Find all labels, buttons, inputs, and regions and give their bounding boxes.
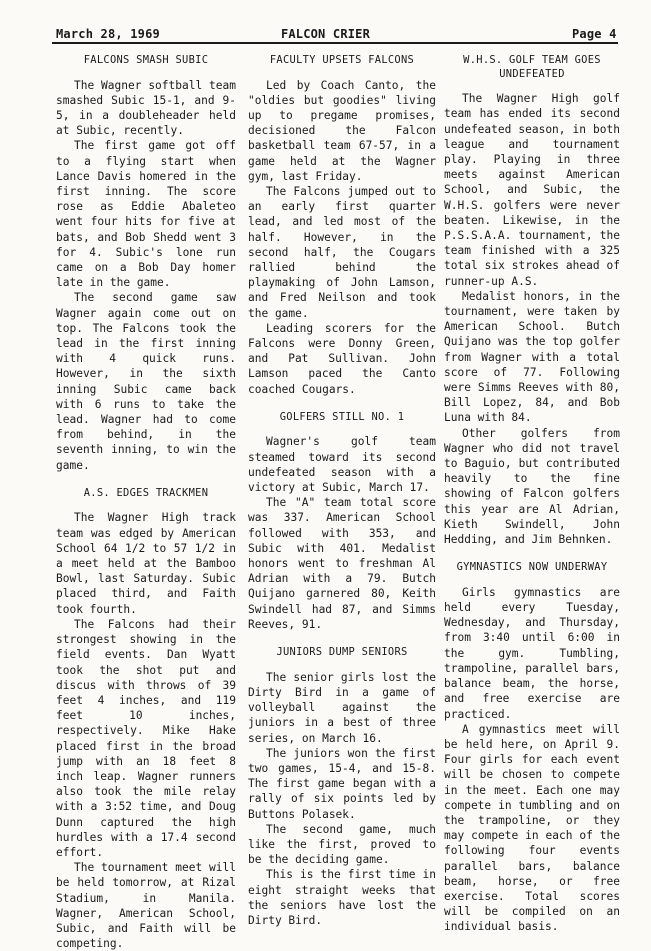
article-paragraph: The "A" team total score was 337. American School followed with 353, and Subic with 401. Medalist honors went to freshman Al Adrian with a 79. Butch Quijano garnered 80, Keith Swindell had 87, and Simms Reeves, 91. (248, 496, 436, 631)
article-paragraph: The juniors won the first two games, 15-4, and 15-8. The first game began with a rally of six points led by Buttons Polasek. (248, 746, 436, 821)
article-paragraph: The first game got off to a flying start when Lance Davis homered in the first inning. The score rose as Eddie Abaleteo went four hits for five at bats, and Bob Shedd went 3 for 4. Subic's lone run came on a Bob Day homer late in the game. (56, 139, 236, 290)
column-1 (56, 46, 236, 951)
article-paragraph: Led by Coach Canto, the "oldies but goodies" living up to pregame promises, decisioned the Falcon basketball team 67-57, in a game held at the Wagner gym, last Friday. (248, 78, 436, 183)
article-paragraph: The second game saw Wagner again come out on top. The Falcons took the lead in the first inning with 4 quick runs. However, in the sixth inning Subic came back with 6 runs to take the lead. Wagner had to come from behind, in the seventh inning, to win the game. (56, 291, 236, 472)
article-paragraph: The tournament meet will be held tomorrow, at Rizal Stadium, in Manila. Wagner, American School, Subic, and Faith will be competing. (56, 861, 236, 951)
header-rule (52, 42, 618, 44)
column-3 (444, 46, 620, 934)
article-paragraph: Wagner's golf team steamed toward its second undefeated season with a victory at Subic, March 17. (248, 435, 436, 495)
article-headline: W.H.S. GOLF TEAM GOES UNDEFEATED (463, 54, 601, 80)
newspaper-title: FALCON CRIER (280, 27, 371, 41)
article-paragraph: Girls gymnastics are held every Tuesday, Wednesday, and Thursday, from 3:40 until 6:00 in the gym. Tumbling, trampoline, parallel bars, balance beam, the horse, and free exercise are practiced. (444, 585, 620, 721)
article-paragraph: The Falcons had their strongest showing in the field events. Dan Wyatt took the shot put and discus with throws of 39 feet 4 inches, and 119 feet 10 inches, respectively. Mike Hake placed first in the broad jump with an 18 feet 8 inch leap. Wagner runners also took the mile relay with a 3:52 time, and Doug Dunn captured the high hurdles with a 17.4 second effort. (56, 617, 236, 859)
column-2 (248, 46, 436, 927)
article-paragraph: The Falcons jumped out to an early first quarter lead, and led most of the half. However, in the second half, the Cougars rallied behind the playmaking of John Lamson, and Fred Neilson and took the game. (248, 185, 436, 320)
article-paragraph: This is the first time in eight straight weeks that the seniors have lost the Dirty Bird. (248, 868, 436, 927)
article-headline: A.S. EDGES TRACKMEN (83, 486, 209, 499)
article-paragraph: The senior girls lost the Dirty Bird in a game of volleyball against the juniors in a best of three series, on March 16. (248, 670, 436, 745)
article-paragraph: Medalist honors, in the tournament, were taken by American School. Butch Quijano was the top golfer from Wagner with a total score of 77. Following were Simms Reeves with 80, Bill Lopez, 84, and Bob Luna with 84. (444, 289, 620, 425)
issue-date: March 28, 1969 (56, 27, 160, 41)
article-paragraph: The Wagner softball team smashed Subic 15-1, and 9-5, in a doubleheader held at Subic, recently. (56, 78, 236, 138)
article-headline: FACULTY UPSETS FALCONS (269, 54, 415, 66)
page-header (0, 27, 651, 47)
article-paragraph: The Wagner High golf team has ended its second undefeated season, in both league and tournament play. Playing in three meets against American School, and Subic, the W.H.S. golfers were never beaten. Likewise, in the P.S.S.A.A. tournament, the team finished with a 325 total six strokes ahead of runner-up A.S. (444, 92, 620, 288)
article-paragraph: Leading scorers for the Falcons were Donny Green, and Pat Sullivan. John Lamson paced the Canto coached Cougars. (248, 321, 436, 396)
page-number: Page 4 (572, 27, 617, 41)
article-paragraph: The second game, much like the first, proved to be the deciding game. (248, 822, 436, 867)
article-headline: JUNIORS DUMP SENIORS (276, 646, 408, 659)
article-headline: GOLFERS STILL NO. 1 (279, 410, 405, 423)
article-headline: GYMNASTICS NOW UNDERWAY (456, 561, 608, 574)
article-paragraph: Other golfers from Wagner who did not travel to Baguio, but contributed heavily to the fine showing of Falcon golfers this year are Al Adrian, Kieth Swindell, John Hedding, and Jim Behnken. (444, 426, 620, 547)
article-paragraph: The Wagner High track team was edged by American School 64 1/2 to 57 1/2 in a meet held at the Bamboo Bowl, last Saturday. Subic placed third, and Faith took fourth. (56, 511, 236, 616)
article-headline: FALCONS SMASH SUBIC (83, 54, 209, 66)
article-paragraph: A gymnastics meet will be held here, on April 9. Four girls for each event will be chosen to compete in the meet. Each one may compete in tumbling and on the trampoline, or they may compete in each of the following four events parallel bars, balance beam, horse, or free exercise. Total scores will be compiled on an individual basis. (444, 722, 620, 934)
